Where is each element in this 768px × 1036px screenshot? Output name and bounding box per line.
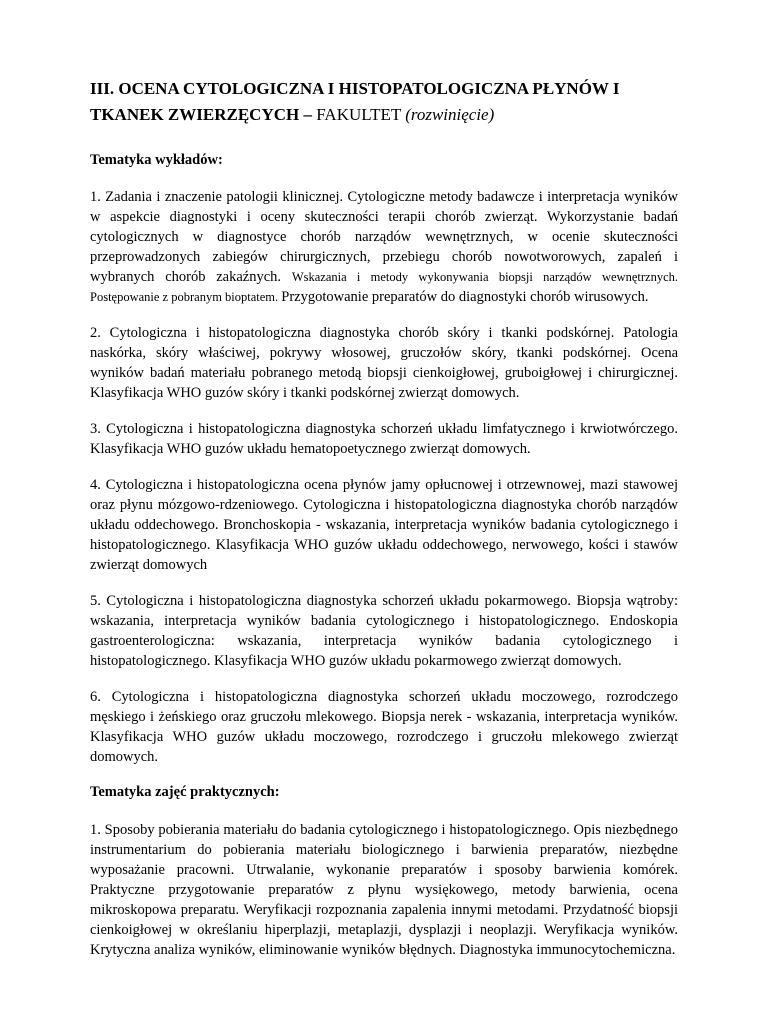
lecture-paragraph-6: 6. Cytologiczna i histopatologiczna diagnostyka schorzeń układu moczowego, rozrodczego męskiego i żeńskiego oraz gruczołu mlekowego. Biopsja nerek - wskazania, interpretacja wyników. Klasyfikacja WHO guzów układu moczowego, rozrodczego i gruczołu mlekowego zwierząt domowych. <box>90 689 678 766</box>
lecture-paragraph-5: 5. Cytologiczna i histopatologiczna diagnostyka schorzeń układu pokarmowego. Biopsja wątroby: wskazania, interpretacja wyników badania cytologicznego i histopatologicznego. Endoskopia gastroenterologiczna: wskazania, interpretacja wyników badania cytologicznego i histopatologicznego. Klasyfikacja WHO guzów układu pokarmowego zwierząt domowych. <box>90 593 678 670</box>
paragraph-text-small: Wskazania i metody wykonywania biopsji narządów wewnętrznych. Postępowanie z pobranym bioptatem. <box>90 270 678 305</box>
paragraph-text: Przygotowanie preparatów do diagnostyki chorób wirusowych. <box>281 289 649 306</box>
lecture-paragraph-4: 4. Cytologiczna i histopatologiczna ocena płynów jamy opłucnowej i otrzewnowej, mazi stawowej oraz płynu mózgowo-rdzeniowego. Cytologiczna i histopatologiczna diagnostyka chorób narządów układu oddechowego. Bronchoskopia - wskazania, interpretacja wyników badania cytologicznego i histopatologicznego. Klasyfikacja WHO guzów układu oddechowego, nerwowego, kości i stawów zwierząt domowych <box>90 477 678 574</box>
title-regular-text: FAKULTET <box>316 105 406 125</box>
lecture-paragraph-2: 2. Cytologiczna i histopatologiczna diagnostyka chorób skóry i tkanki podskórnej. Patologia naskórka, skóry właściwej, pokrywy włosowej, gruczołów skóry, tkanki podskórnej. Ocena wyników badań materiału pobranego metodą biopsji cienkoigłowej, gruboigłowej i chirurgicznej. Klasyfikacja WHO guzów skóry i tkanki podskórnej zwierząt domowych. <box>90 325 678 402</box>
section-heading-lectures: Tematyka wykładów: <box>90 151 223 168</box>
lecture-paragraph-3: 3. Cytologiczna i histopatologiczna diagnostyka schorzeń układu limfatycznego i krwiotwórczego. Klasyfikacja WHO guzów układu hematopoetycznego zwierząt domowych. <box>90 421 678 458</box>
title-bold-text: III. OCENA CYTOLOGICZNA I HISTOPATOLOGICZNA PŁYNÓW I TKANEK ZWIERZĘCYCH – <box>90 79 620 125</box>
document-title <box>90 76 678 129</box>
paragraph-text: 1. Zadania i znaczenie patologii klinicznej. Cytologiczne metody badawcze i interpretacja wyników w aspekcie diagnostyki i oceny skuteczności terapii chorób zwierząt. Wykorzystanie badań cytologicznych w diagnostyce chorób narządów wewnętrznych, w ocenie skuteczności przeprowadzonych zabiegów chirurgicznych, przebiegu chorób nowotworowych, zapaleń i wybranych chorób zakaźnych. <box>90 189 678 286</box>
practical-paragraph-1: 1. Sposoby pobierania materiału do badania cytologicznego i histopatologicznego. Opis niezbędnego instrumentarium do pobierania materiału biologicznego i barwienia preparatów, niezbędne wyposażanie pracowni. Utrwalanie, wykonanie preparatów i sposoby barwienia komórek. Praktyczne przygotowanie preparatów z płynu wysiękowego, metody barwienia, ocena mikroskopowa preparatu. Weryfikacji rozpoznania zapalenia innymi metodami. Przydatność biopsji cienkoigłowej w określaniu hiperplazji, metaplazji, dysplazji i neoplazji. Weryfikacja wyników. Krytyczna analiza wyników, eliminowanie wyników błędnych. Diagnostyka immunocytochemiczna. <box>90 821 678 958</box>
title-italic-text: (rozwinięcie) <box>405 105 495 125</box>
lecture-paragraph-1 <box>90 187 678 307</box>
section-heading-practical: Tematyka zajęć praktycznych: <box>90 784 280 801</box>
